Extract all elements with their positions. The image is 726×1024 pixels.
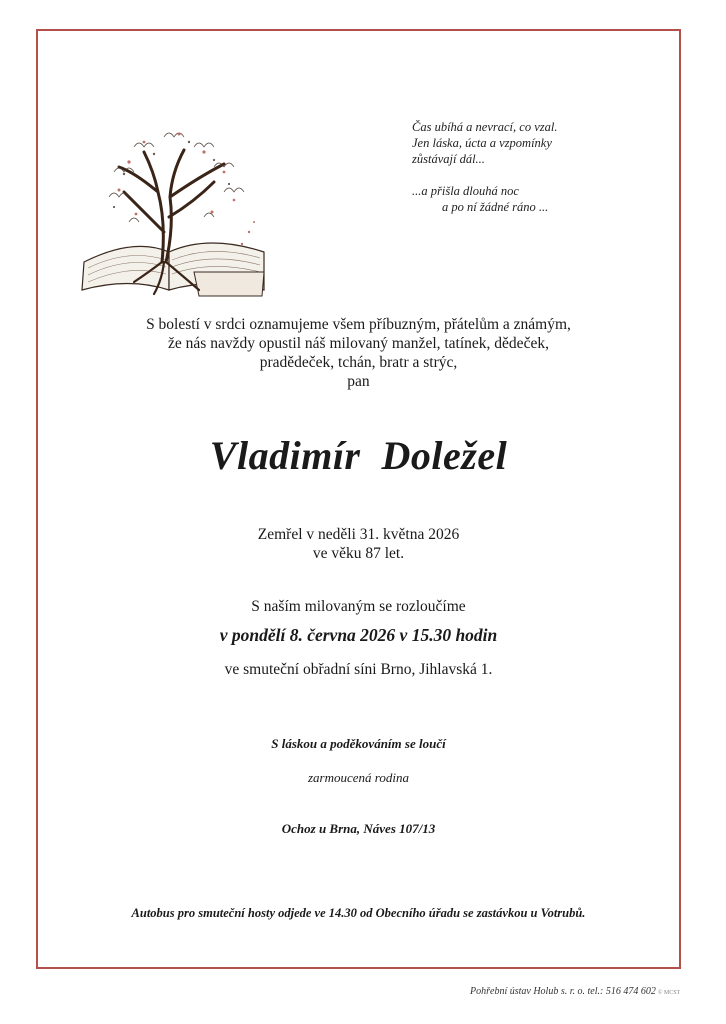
closing-thanks: S láskou a poděkováním se loučí [271, 736, 446, 751]
ceremony-datetime: v pondělí 8. června 2026 v 15.30 hodin [219, 625, 498, 645]
poem-line: Čas ubíhá a nevrací, co vzal. [412, 120, 558, 134]
footer [470, 986, 710, 997]
poem-line: ...a přišla dlouhá noc [412, 184, 519, 198]
intro-line: pan [347, 373, 370, 390]
intro-line: S bolestí v srdci oznamujeme všem příbuzným, přátelům a známým, [146, 316, 571, 333]
death-age: ve věku 87 let. [312, 545, 405, 562]
poem-line: zůstávají dál... [412, 152, 485, 166]
intro-line: pradědeček, tchán, bratr a strýc, [259, 354, 458, 371]
closing-address: Ochoz u Brna, Náves 107/13 [281, 821, 436, 836]
ceremony-place: ve smuteční obřadní síni Brno, Jihlavská 1. [224, 661, 493, 678]
poem-line: a po ní žádné ráno ... [442, 200, 549, 214]
death-info [36, 525, 681, 563]
poem-line: Jen láska, úcta a vzpomínky [412, 136, 552, 150]
intro-line: že nás navždy opustil náš milovaný manžel, tatínek, dědeček, [168, 335, 549, 352]
tree-book-icon [74, 112, 274, 302]
deceased-name: Vladimír Doležel [209, 433, 508, 478]
bus-notice: Autobus pro smuteční hosty odjede ve 14.30 od Obecního úřadu se zastávkou u Votrubů. [131, 906, 586, 920]
poem [412, 119, 652, 215]
copyright-mark: © MCST [657, 990, 681, 996]
closing-family: zarmoucená rodina [308, 770, 409, 785]
funeral-service-contact: Pohřební ústav Holub s. r. o. tel.: 516 474 602 [470, 986, 656, 997]
announcement-intro [36, 315, 681, 391]
ceremony-intro: S naším milovaným se rozloučíme [251, 598, 466, 615]
death-date: Zemřel v neděli 31. května 2026 [257, 526, 460, 543]
